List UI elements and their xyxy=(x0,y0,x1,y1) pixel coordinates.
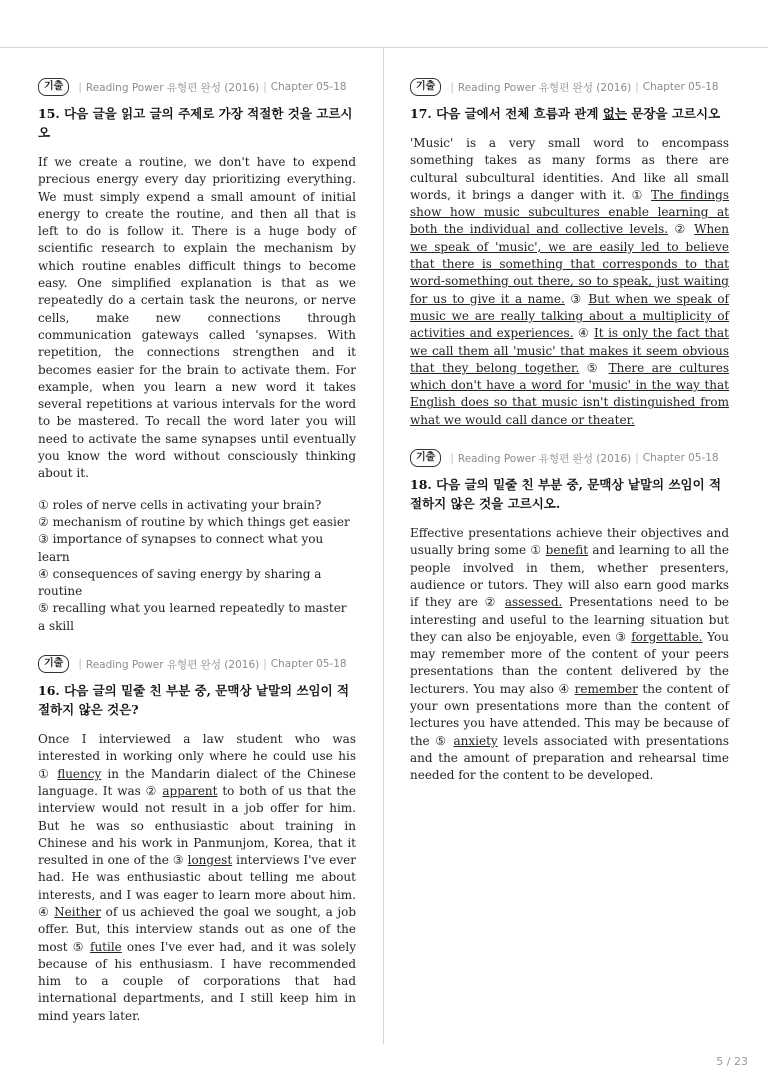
right-column xyxy=(410,76,729,803)
passage xyxy=(410,135,729,429)
exam-badge: 기출 xyxy=(410,78,441,96)
underlined-word-4: Neither xyxy=(54,904,101,919)
left-column xyxy=(38,76,356,1043)
source-line xyxy=(410,447,729,469)
title-text: 문장을 고르시오 xyxy=(626,106,721,121)
separator: | xyxy=(78,658,82,671)
source-chapter: Chapter 05-18 xyxy=(270,81,347,93)
underlined-word-3: forgettable. xyxy=(631,629,703,644)
question-15 xyxy=(38,76,356,635)
separator: | xyxy=(263,658,267,671)
title-text: 17. 다음 글에서 전체 흐름과 관계 xyxy=(410,106,603,121)
passage-text: and learning to all the people involved in them, whether presenters, audience or tutors. They will also earn good marks if they are ② xyxy=(410,543,729,610)
exam-badge: 기출 xyxy=(410,449,441,467)
passage-text: of us achieved the goal we sought, a job offer. But, this interview stands out as one of the most ⑤ xyxy=(38,904,356,954)
underlined-word-1: fluency xyxy=(57,766,102,781)
question-title xyxy=(410,104,729,123)
question-16 xyxy=(38,653,356,1025)
choice-3[interactable]: ③ importance of synapses to connect what you learn xyxy=(38,532,324,564)
source-line xyxy=(410,76,729,98)
choice-2[interactable]: ② mechanism of routine by which things get easier xyxy=(38,514,350,529)
underlined-word-5: futile xyxy=(90,939,122,954)
underlined-sentence-2: When we speak of 'music', we are easily led to believe that there is something that corresponds to that word-something out there, so to speak, just waiting for us to give it a name. xyxy=(410,222,730,306)
passage-text: Presentations need to be interesting and useful to the learning situation but they can also be enjoyable, even ③ xyxy=(410,595,729,644)
passage-text: ④ xyxy=(573,326,594,341)
passage-text: Once I interviewed a law student who was interested in working only where he could use his ① xyxy=(38,732,356,781)
passage-text: in the Mandarin dialect of the Chinese language. It was ② xyxy=(38,766,356,798)
source-line xyxy=(38,76,356,98)
source-chapter: Chapter 05-18 xyxy=(270,658,347,671)
question-title: 16. 다음 글의 밑줄 친 부분 중, 문맥상 낱말의 쓰임이 적절하지 않은 것은? xyxy=(38,683,350,718)
exam-badge: 기출 xyxy=(38,655,69,673)
source-book: Reading Power 유형편 완성 (2016) xyxy=(85,81,260,94)
passage-text: levels associated with presentations and the amount of preparation and rehearsal time needed for the content to be developed. xyxy=(410,733,729,783)
passage-text: Effective presentations achieve their objectives and usually bring some ① xyxy=(410,526,729,558)
source-book: Reading Power 유형편 완성 (2016) xyxy=(85,658,260,671)
header-rule xyxy=(0,47,768,48)
passage-text: ones I've ever had, and it was solely because of his enthusiasm. I have recommended him to a couple of corporations that had international departments, and I still keep him in mind years later. xyxy=(38,939,356,1023)
question-18 xyxy=(410,447,729,784)
passage-text: ② xyxy=(668,222,695,237)
underlined-sentence-5: There are cultures which don't have a word for 'music' in the way that English does so that music isn't distinguished from what we would call dance or theater. xyxy=(410,360,729,427)
underlined-sentence-3: But when we speak of music we are really talking about a multiplicity of activities and experiences. xyxy=(410,291,729,341)
underlined-sentence-4: It is only the fact that we call them all 'music' that makes it seem obvious that they belong together. xyxy=(410,326,729,375)
passage xyxy=(410,525,729,784)
column-divider xyxy=(383,48,384,1044)
source-book: Reading Power 유형편 완성 (2016) xyxy=(457,81,632,94)
choice-5[interactable]: ⑤ recalling what you learned repeatedly to master a skill xyxy=(38,601,347,633)
underlined-word-5: anxiety xyxy=(453,733,498,748)
separator: | xyxy=(450,81,454,93)
underlined-word-2: assessed. xyxy=(504,595,563,610)
passage-text: 'Music' is a very small word to encompass something takes as many forms as there are cultural subcultural identities. And like all small words, it brings a danger with it. ① xyxy=(410,136,729,202)
choice-1[interactable]: ① roles of nerve cells in activating your brain? xyxy=(38,497,322,512)
source-line xyxy=(38,653,356,675)
choice-4[interactable]: ④ consequences of saving energy by sharing a routine xyxy=(38,566,322,599)
question-17 xyxy=(410,76,729,429)
separator: | xyxy=(263,81,267,93)
passage-text: interviews I've ever had. He was enthusiastic about telling me about interests, and I was eager to learn more about him. ④ xyxy=(38,853,356,919)
passage xyxy=(38,731,356,1025)
source-chapter: Chapter 05-18 xyxy=(642,81,719,93)
separator: | xyxy=(635,452,639,465)
passage-text: to both of us that the interview would not result in a job offer for him. But he was so enthusiastic about training in Chinese and his work in Panmunjom, Korea, that it resulted in one of the ③ xyxy=(38,783,357,868)
exam-badge: 기출 xyxy=(38,78,69,96)
underlined-word-2: apparent xyxy=(162,783,218,798)
question-title: 18. 다음 글의 밑줄 친 부분 중, 문맥상 낱말의 쓰임이 적절하지 않은 것을 고르시오. xyxy=(410,477,722,512)
choice-list xyxy=(38,497,356,635)
underlined-word-1: benefit xyxy=(545,543,589,558)
page-number: 5 / 23 xyxy=(716,1055,748,1068)
passage: If we create a routine, we don't have to expend precious energy every day prioritizing everything. We must simply expend a small amount of initial energy to create the routine, and then all that is left to do is follow it. There is a huge body of scientific research to explain the mechanism by which routine enables difficult things to become easy. One simplified explanation is that as we repeatedly do a certain task the neurons, or nerve cells, make new connections through communication gateways called 'synapses. With repetition, the connections strengthen and it becomes easier for the brain to activate them. For example, when you learn a new word it takes several repetitions at various intervals for the word to be mastered. To recall the word later you will need to activate the same synapses until eventually you know the word without consciously thinking about it. xyxy=(38,155,356,481)
separator: | xyxy=(635,81,639,93)
underlined-word-4: remember xyxy=(574,681,638,696)
question-title: 15. 다음 글을 읽고 글의 주제로 가장 적절한 것을 고르시오 xyxy=(38,106,353,140)
passage-text: the content of your own presentations more than the content of lectures you have attended. This may be because of the ⑤ xyxy=(410,681,729,748)
passage-text: ⑤ xyxy=(579,360,609,375)
title-underlined: 없는 xyxy=(602,106,627,121)
passage-text: ③ xyxy=(564,291,589,306)
passage-text: You may remember more of the content of your peers presentations than the content delivered by the lecturers. You may also ④ xyxy=(410,629,729,696)
source-chapter: Chapter 05-18 xyxy=(642,452,719,465)
underlined-sentence-1: The findings show how music subcultures enable learning at both the individual and collective levels. xyxy=(410,187,729,237)
separator: | xyxy=(78,81,82,93)
source-book: Reading Power 유형편 완성 (2016) xyxy=(457,452,632,465)
separator: | xyxy=(450,452,454,465)
underlined-word-3: longest xyxy=(187,853,233,868)
